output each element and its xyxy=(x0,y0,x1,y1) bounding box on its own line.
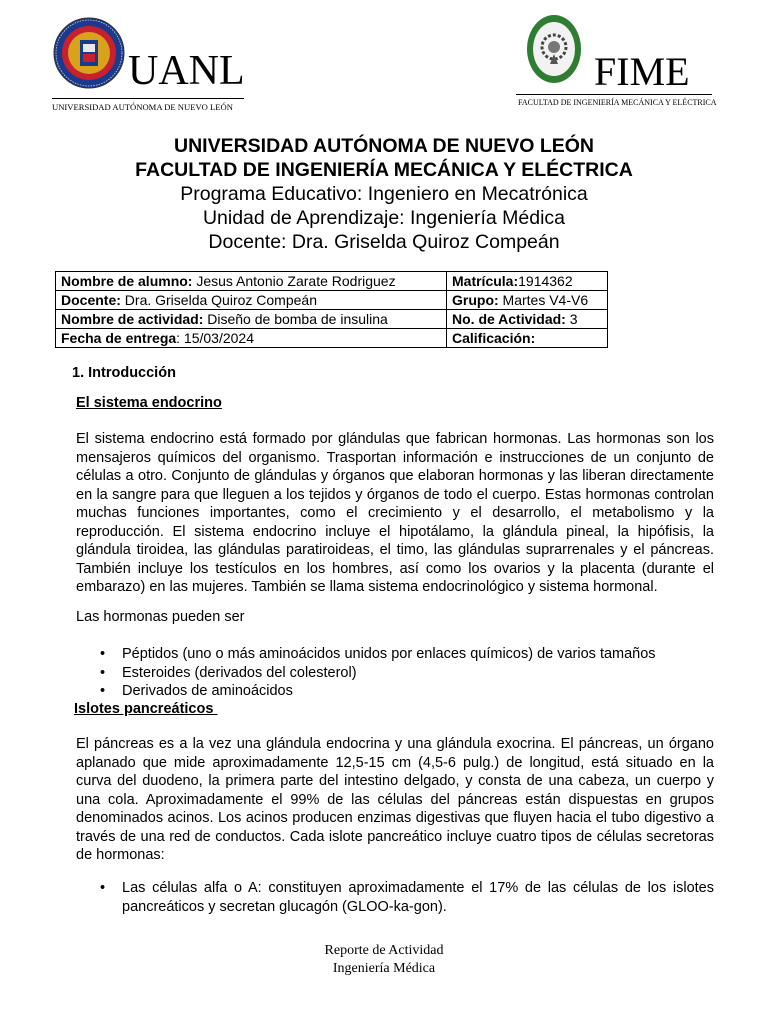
fime-subtitle: FACULTAD DE INGENIERÍA MECÁNICA Y ELÉCTRICA xyxy=(518,98,717,107)
teacher-line: Docente: Dra. Griselda Quiroz Compeán xyxy=(208,231,560,253)
subheading-pancreatic-islets: Islotes pancreáticos xyxy=(74,701,218,717)
cell-types-list xyxy=(100,879,714,916)
bullet-icon: • xyxy=(100,880,106,896)
student-name-label: Nombre de alumno: xyxy=(61,272,193,289)
due-date-value: : 15/03/2024 xyxy=(176,329,255,346)
activity-name-label: Nombre de actividad: xyxy=(61,310,204,327)
course-line: Unidad de Aprendizaje: Ingeniería Médica xyxy=(202,207,566,229)
title-block xyxy=(0,134,768,254)
program-line: Programa Educativo: Ingeniero en Mecatrónica xyxy=(180,183,588,205)
paragraph-hormone-types-intro: Las hormonas pueden ser xyxy=(76,609,245,625)
table-row xyxy=(56,329,608,348)
subheading-endocrine-system: El sistema endocrino xyxy=(76,395,222,411)
group-value: Martes V4-V6 xyxy=(498,291,589,308)
activity-name-value: Diseño de bomba de insulina xyxy=(203,310,388,327)
list-item: • Derivados de aminoácidos xyxy=(100,683,293,699)
section-heading-introduction: 1. Introducción xyxy=(72,365,176,381)
fime-logo xyxy=(516,14,716,114)
footer-course-label: Ingeniería Médica xyxy=(332,961,436,976)
uanl-logo xyxy=(52,16,252,116)
uanl-wordmark: UANL xyxy=(128,48,245,94)
uanl-subtitle: UNIVERSIDAD AUTÓNOMA DE NUEVO LEÓN xyxy=(52,102,233,112)
uanl-seal-icon xyxy=(52,16,126,90)
table-row xyxy=(56,272,608,291)
bullet-icon: • xyxy=(100,664,106,681)
id-value: 1914362 xyxy=(518,272,573,289)
university-title: UNIVERSIDAD AUTÓNOMA DE NUEVO LEÓN xyxy=(174,135,594,157)
page-footer xyxy=(0,942,768,978)
bullet-icon: • xyxy=(100,646,106,662)
table-row xyxy=(56,310,608,329)
footer-report-label: Reporte de Actividad xyxy=(324,943,444,958)
fime-seal-icon xyxy=(526,14,582,84)
student-name-value: Jesus Antonio Zarate Rodriguez xyxy=(192,272,396,289)
paragraph-pancreas: El páncreas es a la vez una glándula endocrina y una glándula exocrina. El páncreas, un órgano aplanado que mide aproximadamente 12,5-15 cm (4,5-6 pulg.) de longitud, está situado en la curva del duodeno, la primera parte del intestino delgado, y consta de una cabeza, un cuerpo y una cola. Aproximadamente el 99% de las células del páncreas están dispuestas en grupos denominados acinos. Los acinos producen enzimas digestivas que fluyen hacia el tubo digestivo a través de una red de conductos. Cada islote pancreático incluye cuatro tipos de células secretoras de hormonas: xyxy=(76,736,714,863)
teacher-label: Docente: xyxy=(61,291,121,308)
hormone-types-list xyxy=(100,645,656,701)
group-label: Grupo: xyxy=(452,291,499,308)
list-item: • Péptidos (uno o más aminoácidos unidos por enlaces químicos) de varios tamaños xyxy=(100,646,656,662)
id-label: Matrícula: xyxy=(452,272,519,289)
faculty-title: FACULTAD DE INGENIERÍA MECÁNICA Y ELÉCTRICA xyxy=(135,159,633,181)
bullet-icon: • xyxy=(100,683,106,699)
fime-divider xyxy=(516,94,712,95)
student-info-table xyxy=(55,271,608,348)
grade-label: Calificación: xyxy=(452,329,536,346)
teacher-value: Dra. Griselda Quiroz Compeán xyxy=(120,291,317,308)
list-item: • Las células alfa o A: constituyen aproximadamente el 17% de las células de los islotes pancreáticos y secretan glucagón (GLOO-ka-gon). xyxy=(100,880,714,915)
list-item: • Esteroides (derivados del colesterol) xyxy=(100,664,357,681)
uanl-divider xyxy=(52,98,244,99)
paragraph-endocrine-system: El sistema endocrino está formado por glándulas que fabrican hormonas. Las hormonas son los mensajeros químicos del organismo. Trasportan información e instrucciones de un conjunto de células a otro. Conjunto de glándulas y órganos que elaboran hormonas y las liberan directamente en la sangre para que lleguen a los tejidos y órganos de todo el cuerpo. Estas hormonas controlan muchas funciones importantes, como el crecimiento y el desarrollo, el metabolismo y la reproducción. El sistema endocrino incluye el hipotálamo, la glándula pineal, la hipófisis, la glándula tiroidea, las glándulas paratiroideas, el timo, las glándulas suprarrenales y el páncreas. También incluye los testículos en los hombres, así como los ovarios y la placenta (durante el embarazo) en las mujeres. También se llama sistema endocrinológico y sistema hormonal. xyxy=(76,431,714,595)
table-row xyxy=(56,291,608,310)
due-date-label: Fecha de entrega xyxy=(61,329,177,346)
activity-number-label: No. de Actividad: xyxy=(452,310,566,327)
fime-wordmark: FIME xyxy=(594,49,690,94)
activity-number-value: 3 xyxy=(565,310,578,327)
